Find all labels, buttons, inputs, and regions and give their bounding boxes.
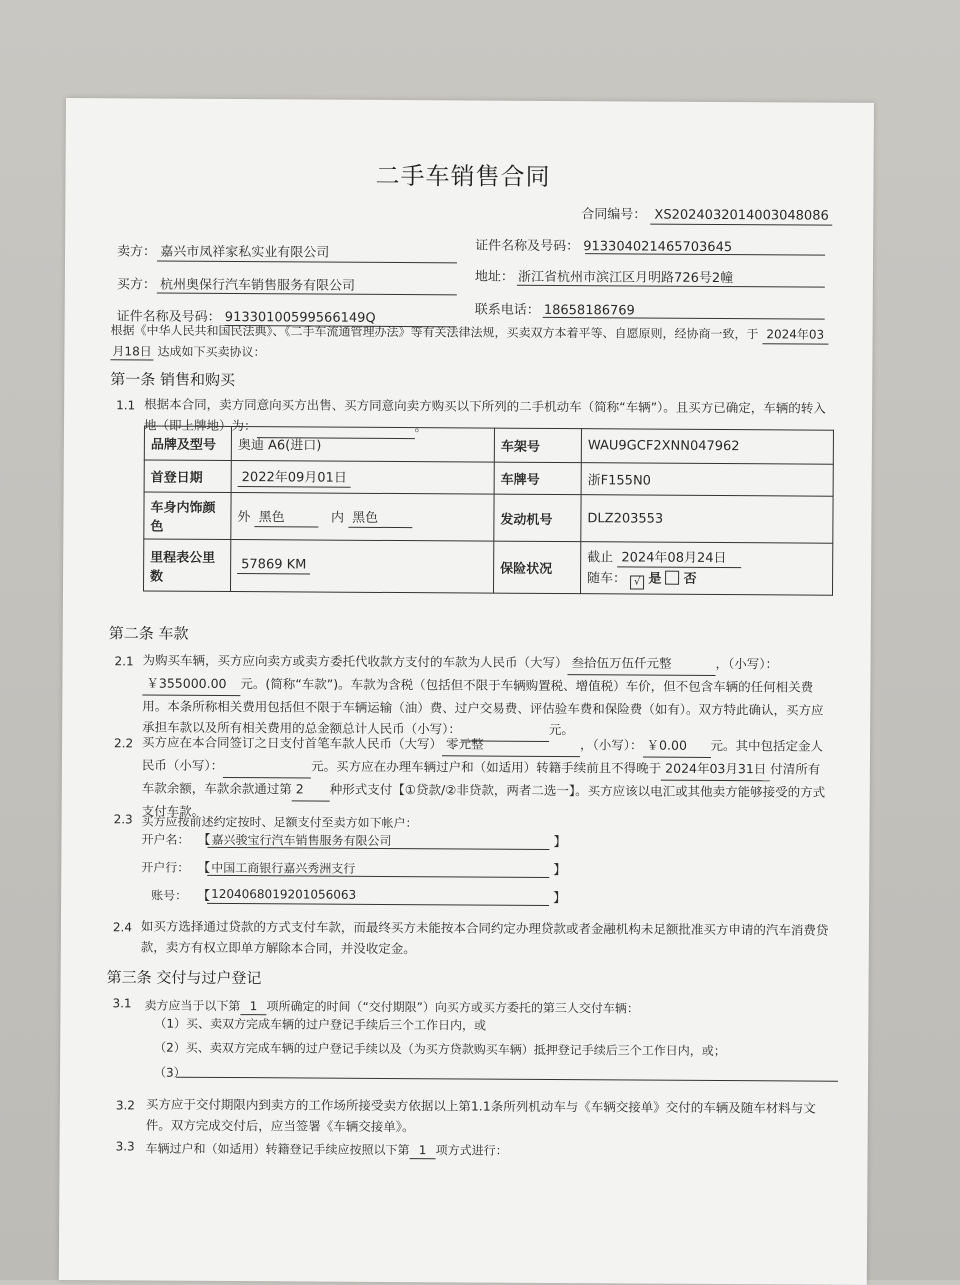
insurance-cell xyxy=(580,542,832,596)
insurance-label: 保险状况 xyxy=(493,541,580,594)
mileage-cell xyxy=(230,540,493,594)
p33-part-b: 项方式进行： xyxy=(435,1143,508,1158)
p31-option-3: （3） xyxy=(154,1065,186,1080)
buyer-cert-label: 证件名称及号码： xyxy=(116,309,221,325)
preamble-date2: 月18日 xyxy=(110,342,153,360)
p22-text xyxy=(142,731,833,825)
article2-title: 第二条 车款 xyxy=(108,624,189,643)
seller-label: 卖方： xyxy=(117,244,157,260)
bank-underline xyxy=(207,875,549,878)
buyer-value: 杭州奥保行汽车销售服务有限公司 xyxy=(159,277,356,294)
p31-part-a: 卖方应当于以下第 xyxy=(144,998,241,1014)
buyer-cert-value: 91330100599566149Q xyxy=(224,309,376,326)
seller-cert-underline xyxy=(585,253,825,255)
p32-num: 3.2 xyxy=(115,1098,135,1113)
account-no-value: 1204068019201056063 xyxy=(211,886,357,902)
bank-rbracket: 】 xyxy=(553,862,567,879)
p22-amount-upper: 零元整 xyxy=(442,733,580,757)
buyer-row xyxy=(117,273,355,293)
p22-part-e: 付清所有车款余额，车款余款通过第 xyxy=(141,761,821,797)
account-name-underline xyxy=(207,847,549,850)
p31-option-1: （1）买、卖双方完成车辆的过户登记手续后三个工作日内，或 xyxy=(154,1016,487,1033)
insurance-with-row xyxy=(587,567,826,590)
inner-color-label: 内 xyxy=(330,510,345,526)
p21-part-c: 元。(简称“车款”)。车款为含税（包括但不限于车辆购置税、增值税）车价，但不包含车辆的任何相关费用。本条所称相关费用包括但不限于车辆运输（油）费、过户交易费、评估验车费和保险费（如有）。双方特此确认，买方应承担车款以及所有相关费用的总金额总计人民币（小写）： xyxy=(142,676,824,737)
p31-part-b: 项所确定的时间（“交付期限”）向买方或买方委托的第三人交付车辆： xyxy=(266,999,639,1016)
phone-underline xyxy=(543,317,825,320)
preamble-line1 xyxy=(111,321,829,344)
contract-paper xyxy=(59,98,874,1285)
p11-num: 1.1 xyxy=(116,398,136,413)
p21-text xyxy=(142,649,833,743)
p22-part-f: 种形式支付【①贷款/②非贷款，两者二选一】。买方应该以电汇或其他卖方能够接受的方式支付车款。 xyxy=(141,781,826,819)
insurance-yes-label: 是 xyxy=(648,571,662,587)
account-no-rbracket: 】 xyxy=(553,890,567,907)
address-row xyxy=(475,266,733,287)
reg-date-value: 2022年09月01日 xyxy=(238,466,351,488)
seller-cert-label: 证件名称及号码： xyxy=(475,238,580,255)
preamble-date1: 2024年03 xyxy=(762,325,828,344)
table-row xyxy=(144,492,833,543)
plate-value: 浙F155N0 xyxy=(581,463,833,497)
preamble-line2 xyxy=(110,342,265,361)
brand-value: 奥迪 A6(进口) xyxy=(231,427,494,463)
mileage-value: 57869 KM xyxy=(237,557,310,574)
p11-body: 根据本合同，卖方同意向买方出售、买方同意向卖方购买以下所列的二手机动车（简称“车辆”）。且买方已确定，车辆的转入地（即上牌地）为： xyxy=(143,396,826,434)
color-cell xyxy=(231,493,494,542)
reg-date-label: 首登日期 xyxy=(144,460,231,493)
p31-option-number: 1 xyxy=(240,999,266,1015)
preamble-text1: 根据《中华人民共和国民法典》、《二手车流通管理办法》等有关法律法规，买卖双方本着平等、自愿原则，经协商一致，于 xyxy=(110,323,759,342)
color-label: 车身内饰颜色 xyxy=(144,492,231,540)
seller-value: 嘉兴市凤祥家私实业有限公司 xyxy=(160,244,330,261)
p22-part-b: ，（小写）： xyxy=(580,737,643,753)
reg-date-cell xyxy=(231,461,494,495)
p22-part-d: 元。买方应在办理车辆过户和（如适用）转籍手续前且不得晚于 xyxy=(311,758,662,776)
vin-label: 车架号 xyxy=(494,428,581,463)
contract-no-value: XS20240320140030480​86 xyxy=(650,208,832,226)
bank-value: 中国工商银行嘉兴秀洲支行 xyxy=(211,860,356,876)
contract-no-label: 合同编号： xyxy=(581,207,647,223)
p22-amount-lower: ￥0.00 xyxy=(643,735,711,758)
phone-label: 联系电话： xyxy=(474,302,540,318)
mileage-label: 里程表公里数 xyxy=(143,539,230,592)
p21-end: 元。 xyxy=(548,721,574,738)
p21-part-a: 为购买车辆，买方应向卖方或卖方委托代收款方支付的车款为人民币（大写） xyxy=(142,652,568,671)
contract-no-row xyxy=(581,203,833,226)
insurance-no-label: 否 xyxy=(683,571,697,587)
p22-part-c: 元。其中包括定金人民币（小写）： xyxy=(141,737,824,773)
p22-part-a: 买方应在本合同签订之日支付首笔车款人民币（大写） xyxy=(142,734,443,752)
p21-amount-lower: ￥355000.00 xyxy=(142,672,240,696)
plate-label: 车牌号 xyxy=(494,462,581,495)
inner-color-value: 黑色 xyxy=(348,506,412,527)
preamble-text2: 达成如下买卖协议： xyxy=(157,344,266,360)
insurance-until-label: 截止 xyxy=(587,550,614,566)
account-no-label: 账号： xyxy=(151,888,188,903)
p11-end: 。 xyxy=(414,419,428,435)
p33-num: 3.3 xyxy=(115,1139,135,1154)
article1-title: 第一条 销售和购买 xyxy=(110,370,236,390)
account-name-rbracket: 】 xyxy=(553,834,567,851)
account-no-lbracket: 【 xyxy=(197,888,211,904)
p21-part-b: ，（小写）： xyxy=(715,655,779,672)
seller-cert-value: 913304021465703645 xyxy=(583,239,733,256)
checkbox-checked-icon: √ xyxy=(630,575,644,589)
insurance-until-value: 2024年08月24日 xyxy=(617,546,741,568)
p21-amount-upper: 叁拾伍万伍仟元整 xyxy=(567,652,715,676)
seller-cert-row xyxy=(475,235,732,256)
p33-part-a: 车辆过户和（如适用）转籍登记手续应按照以下第 xyxy=(145,1141,410,1158)
insurance-with-label: 随车： xyxy=(587,571,627,587)
vin-value: WAU9GCF2XNN047962 xyxy=(581,429,833,465)
address-underline xyxy=(517,285,825,288)
address-value: 浙江省杭州市滨江区月明路726号2幢 xyxy=(518,269,734,287)
seller-underline xyxy=(157,261,457,264)
p32-text: 买方应于交付期限内到卖方的工作场所接受卖方依据以上第1.1条所列机动车与《车辆交接单》交付的车辆及随车材料与文件。双方完成交付后，应当签署《车辆交接单》。 xyxy=(145,1096,816,1135)
seller-row xyxy=(117,240,329,260)
p33-option-number: 1 xyxy=(410,1143,436,1159)
buyer-underline xyxy=(157,293,457,296)
p21-num: 2.1 xyxy=(114,654,134,669)
account-name-value: 嘉兴骏宝行汽车销售服务有限公司 xyxy=(211,832,392,849)
p31-option-2: （2）买、卖双方完成车辆的过户登记手续以及（为买方贷款购买车辆）抵押登记手续后三个工作日内，或； xyxy=(154,1040,726,1059)
phone-row xyxy=(475,299,635,319)
engine-label: 发动机号 xyxy=(494,494,581,542)
checkbox-empty-icon xyxy=(665,571,679,585)
p23-text: 买方应按前述约定按时、足额支付至卖方如下帐户： xyxy=(141,814,418,831)
vehicle-info-table xyxy=(143,425,834,595)
outer-color-label: 外 xyxy=(237,509,251,525)
account-name-lbracket: 【 xyxy=(197,832,211,848)
p33-text xyxy=(146,1140,508,1160)
buyer-label: 买方： xyxy=(116,277,156,293)
p22-payment-method: 2 xyxy=(292,778,330,801)
p22-deposit-blank xyxy=(223,755,311,779)
bank-lbracket: 【 xyxy=(197,860,211,876)
page-title: 二手车销售合同 xyxy=(375,161,551,191)
account-no-underline xyxy=(207,903,549,906)
phone-value: 18658186769 xyxy=(543,302,635,319)
address-label: 地址： xyxy=(474,269,514,285)
article3-title: 第三条 交付与过户登记 xyxy=(106,968,262,988)
p24-num: 2.4 xyxy=(112,920,133,935)
p23-num: 2.3 xyxy=(113,812,133,827)
account-name-label: 开户名： xyxy=(141,832,190,847)
p24-text: 如买方选择通过贷款的方式支付车款，而最终买方未能按本合同约定办理贷款或者金融机构未足额批准买方申请的汽车消费贷款，卖方有权立即单方解除本合同，并没收定金。 xyxy=(140,918,829,957)
outer-color-value: 黑色 xyxy=(255,506,319,527)
table-row xyxy=(144,460,833,496)
table-row xyxy=(144,426,833,464)
p31-num: 3.1 xyxy=(112,996,132,1011)
p31-option-3-underline xyxy=(176,1077,838,1082)
table-row xyxy=(143,539,832,595)
p22-num: 2.2 xyxy=(114,736,134,751)
p22-deadline: 2024年03月31日 xyxy=(661,758,770,782)
brand-label: 品牌及型号 xyxy=(144,426,231,461)
engine-value: DLZ203553 xyxy=(581,495,833,544)
insurance-until-row xyxy=(587,546,826,568)
bank-label: 开户行： xyxy=(141,860,190,875)
